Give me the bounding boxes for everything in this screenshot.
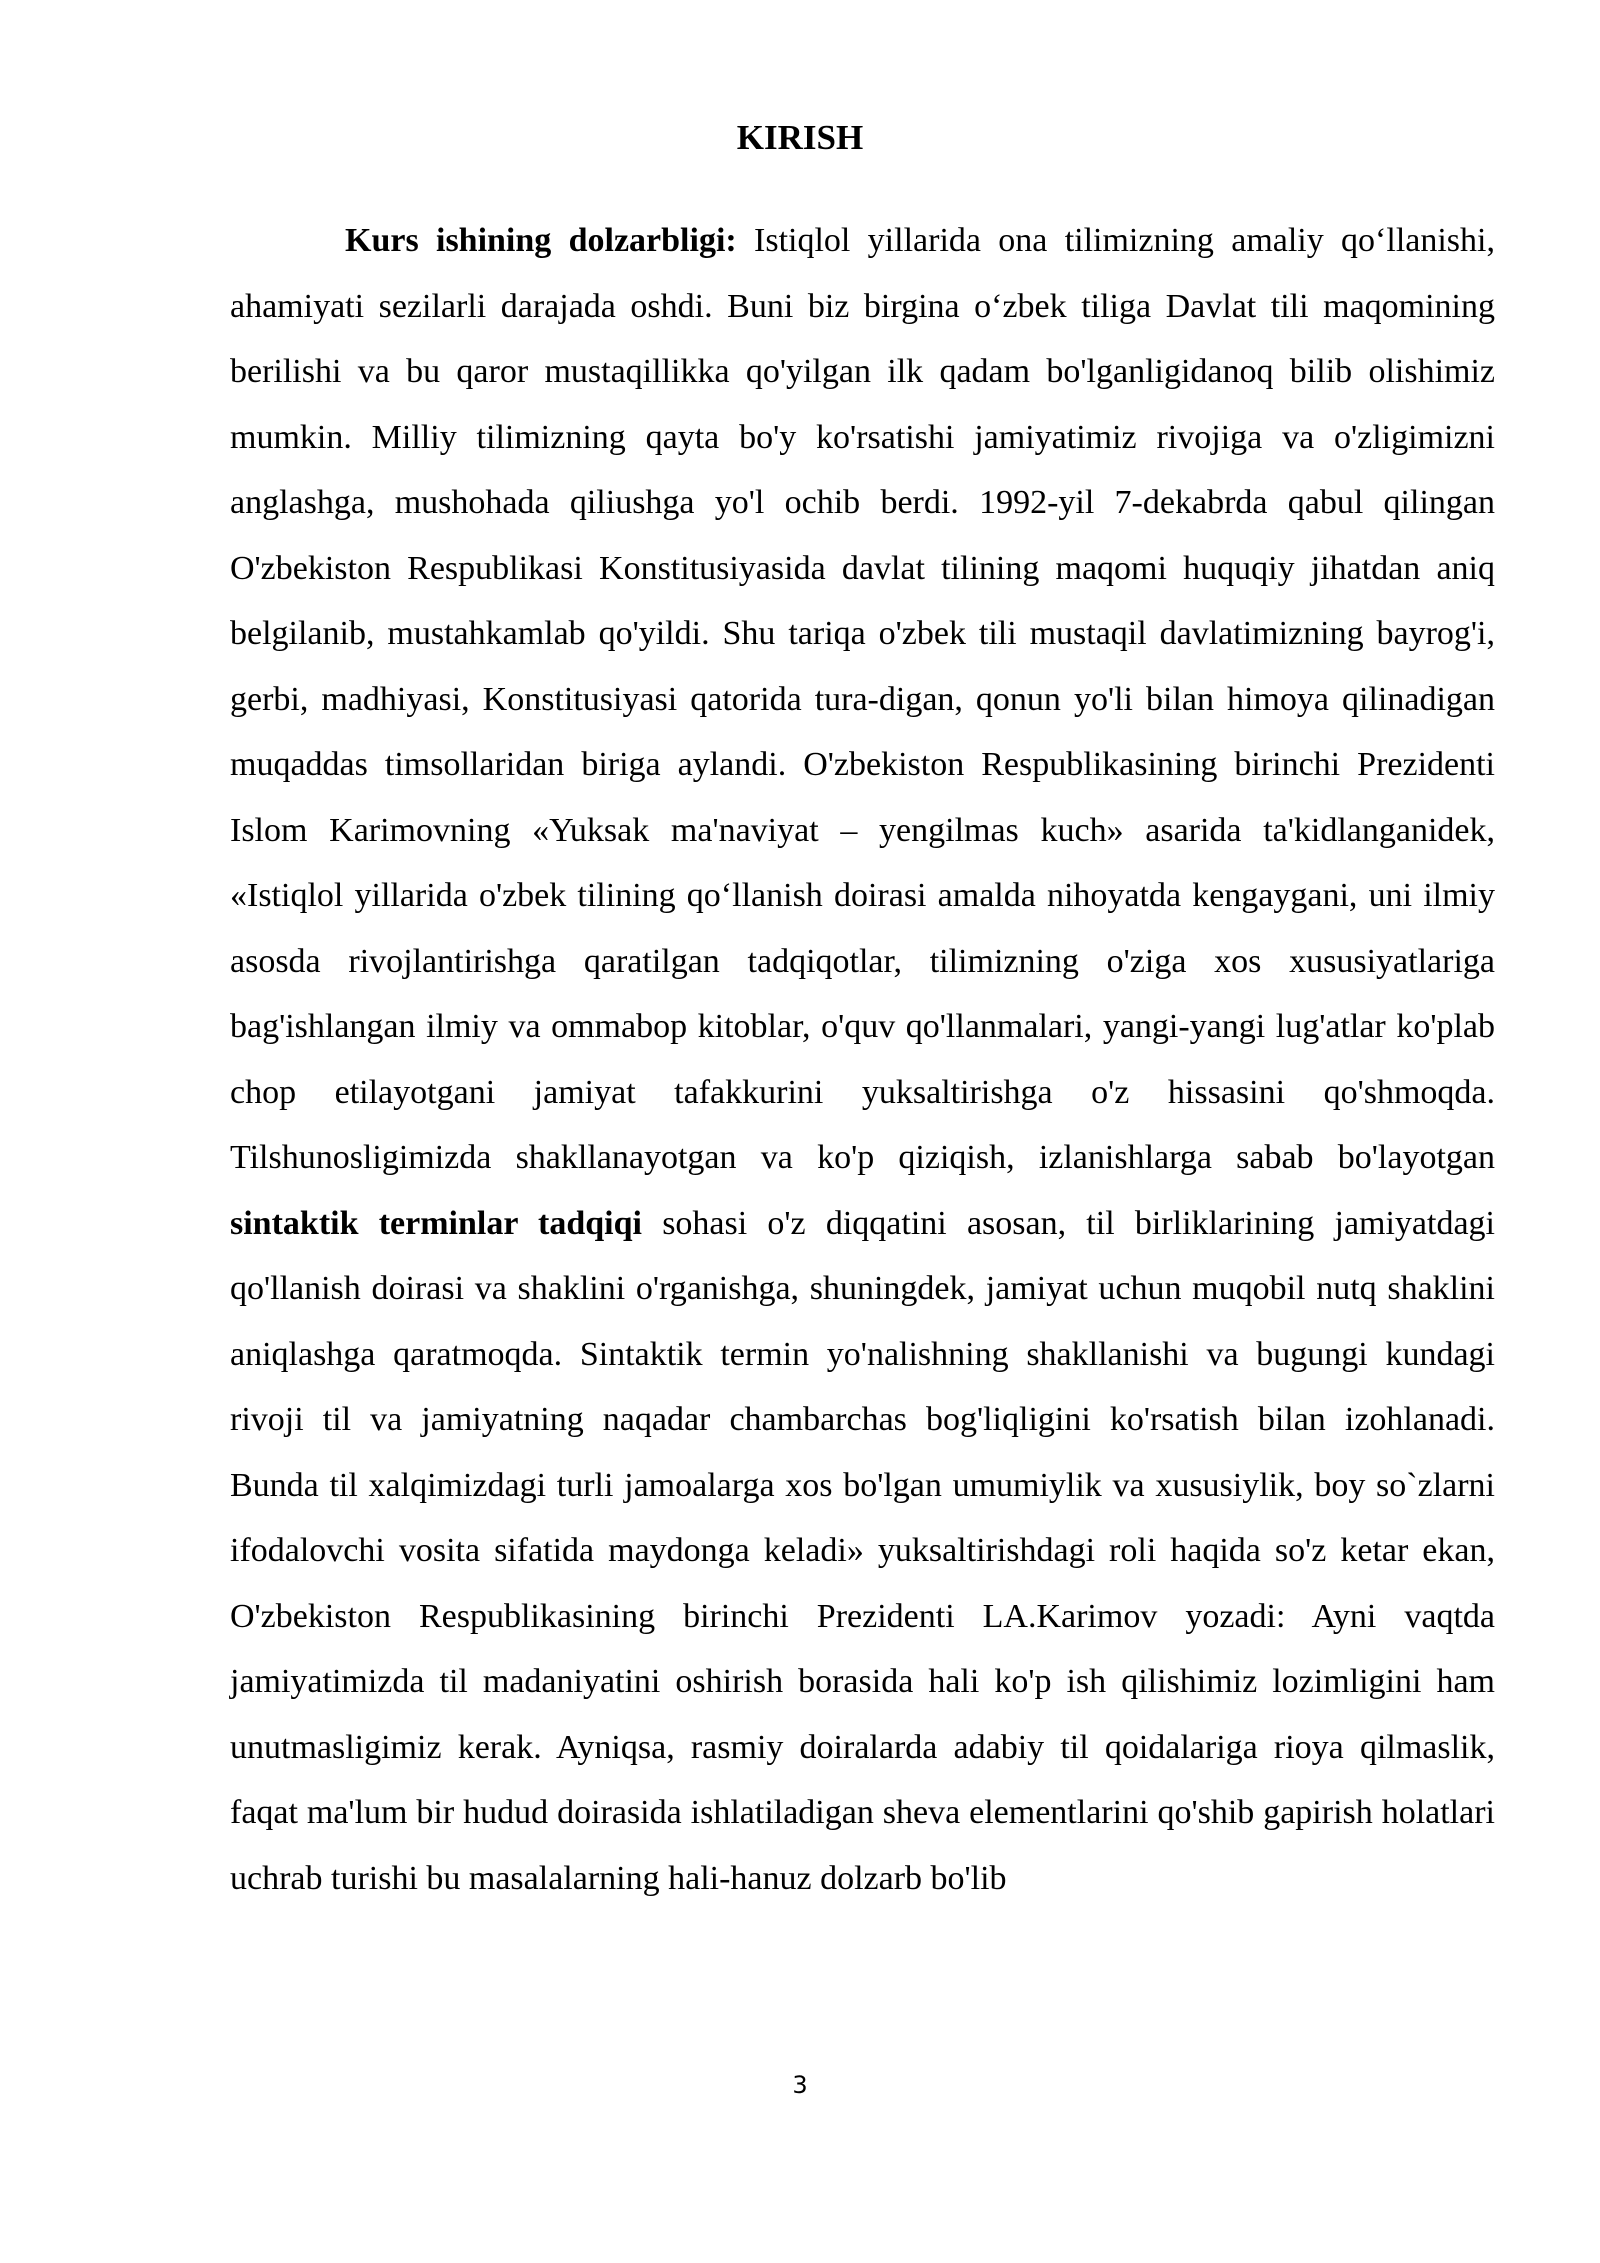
page-title: KIRISH bbox=[736, 118, 864, 157]
paragraph-text-part-2: sohasi o'z diqqatini asosan, til birliklarining jamiyatdagi qo'llanish doirasi va shaklini o'rganishga, shuningdek, jamiyat uchun muqobil nutq shaklini aniqlashga qaratmoqda. Sintaktik termin yo'nalishning shakllanishi va bugungi kundagi rivoji til va jamiyatning naqadar chambarchas bog'liqligini ko'rsatish bilan izohlanadi. Bunda til xalqimizdagi turli jamoalarga xos bo'lgan umumiylik va xususiylik, boy so`zlarni ifodalovchi vosita sifatida maydonga keladi» yuksaltirishdagi roli haqida so'z ketar ekan, O'zbekiston Respublikasining birinchi Prezidenti LA.Karimov yozadi: Ayni vaqtda jamiyatimizda til madaniyatini oshirish borasida hali ko'p ish qilishimiz lozimligini ham unutmasligimiz kerak. Ayniqsa, rasmiy doiralarda adabiy til qoidalariga rioya qilmaslik, faqat ma'lum bir hudud doirasida ishlatiladigan sheva elementlarini qo'shib gapirish holatlari uchrab turishi bu masalalarning hali-hanuz dolzarb bo'lib bbox=[230, 1204, 1495, 1897]
bold-term: sintaktik terminlar tadqiqi bbox=[230, 1204, 642, 1242]
paragraph-text-part-1: Istiqlol yillarida ona tilimizning amaliy qo‘llanishi, ahamiyati sezilarli darajada oshdi. Buni biz birgina o‘zbek tiliga Davlat tili maqomining berilishi va bu qaror mustaqillikka qo'yilgan ilk qadam bo'lganligidanoq bilib olishimiz mumkin. Milliy tilimizning qayta bo'y ko'rsatishi jamiyatimiz rivojiga va o'zligimizni anglashga, mushohada qiliushga yo'l ochib berdi. 1992-yil 7-dekabrda qabul qilingan O'zbekiston Respublikasi Konstitusiyasida davlat tilining maqomi huquqiy jihatdan aniq belgilanib, mustahkamlab qo'yildi. Shu tariqa o'zbek tili mustaqil davlatimizning bayrog'i, gerbi, madhiyasi, Konstitusiyasi qatorida tura-digan, qonun yo'li bilan himoya qilinadigan muqaddas timsollaridan biriga aylandi. O'zbekiston Respublikasining birinchi Prezidenti Islom Karimovning «Yuksak ma'naviyat – yengilmas kuch» asarida ta'kidlanganidek, «Istiqlol yillarida o'zbek tilining qo‘llanish doirasi amalda nihoyatda kengaygani, uni ilmiy asosda rivojlantirishga qaratilgan tadqiqotlar, tilimizning o'ziga xos xususiyatlariga bag'ishlangan ilmiy va ommabop kitoblar, o'quv qo'llanmalari, yangi-yangi lug'atlar ko'plab chop etilayotgani jamiyat tafakkurini yuksaltirishga o'z hissasini qo'shmoqda. Tilshunosligimizda shakllanayotgan va ko'p qiziqish, izlanishlarga sabab bo'layotgan bbox=[230, 222, 1495, 1176]
lead-label: Kurs ishining dolzarbligi: bbox=[345, 222, 737, 259]
page-number: 3 bbox=[792, 2071, 808, 2099]
body-paragraph bbox=[230, 208, 1495, 1911]
